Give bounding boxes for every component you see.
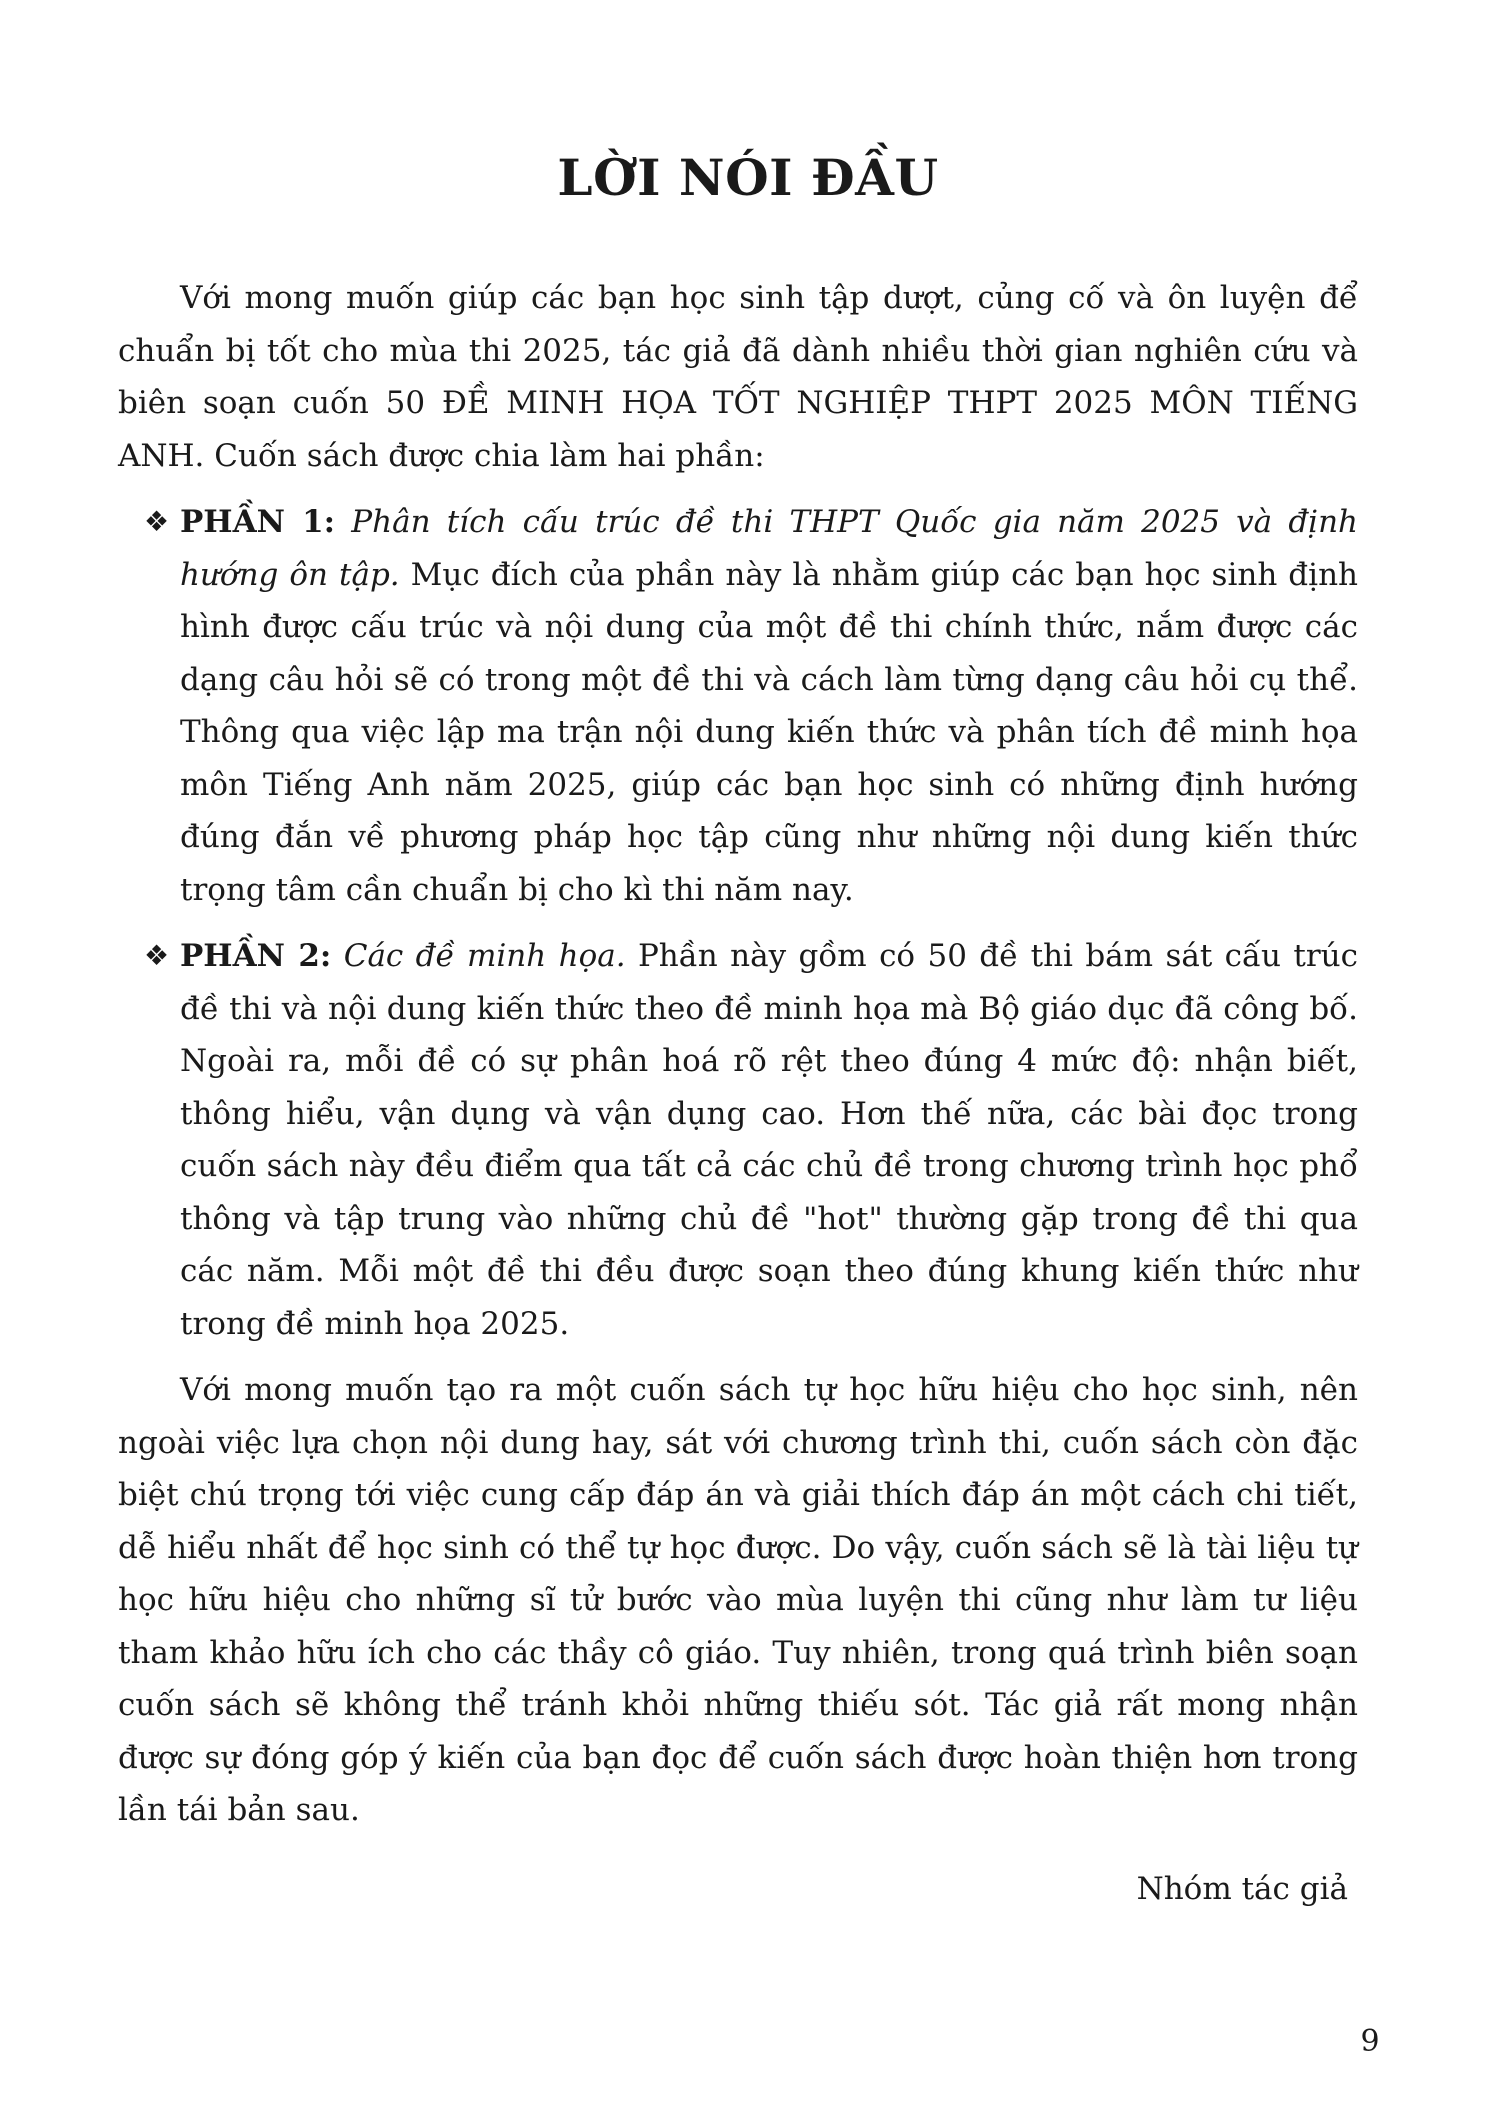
- intro-paragraph: Với mong muốn giúp các bạn học sinh tập dượt, củng cố và ôn luyện để chuẩn bị tốt cho mùa thi 2025, tác giả đã dành nhiều thời gian nghiên cứu và biên soạn cuốn 50 ĐỀ MINH HỌA TỐT NGHIỆP THPT 2025 MÔN TIẾNG ANH. Cuốn sách được chia làm hai phần:: [118, 280, 1358, 474]
- part-2-heading: Các đề minh họa.: [343, 938, 626, 974]
- page-number: 9: [1360, 2024, 1380, 2059]
- body-content: [118, 272, 1358, 1915]
- part-2-label: PHẦN 2:: [180, 938, 332, 974]
- diamond-bullet-icon: ❖: [144, 939, 170, 972]
- author-signature: Nhóm tác giả: [1136, 1870, 1348, 1907]
- page-title: LỜI NÓI ĐẦU: [557, 148, 939, 207]
- part-2-text: Phần này gồm có 50 đề thi bám sát cấu trúc đề thi và nội dung kiến thức theo đề minh họa mà Bộ giáo dục đã công bố. Ngoài ra, mỗi đề có sự phân hoá rõ rệt theo đúng 4 mức độ: nhận biết, thông hiểu, vận dụng và vận dụng cao. Hơn thế nữa, các bài đọc trong cuốn sách này đều điểm qua tất cả các chủ đề trong chương trình học phổ thông và tập trung vào những chủ đề "hot" thường gặp trong đề thi qua các năm. Mỗi một đề thi đều được soạn theo đúng khung kiến thức như trong đề minh họa 2025.: [180, 938, 1358, 1342]
- diamond-bullet-icon: ❖: [144, 505, 170, 538]
- part-2-item: [118, 930, 1358, 1350]
- closing-paragraph: Với mong muốn tạo ra một cuốn sách tự học hữu hiệu cho học sinh, nên ngoài việc lựa chọn nội dung hay, sát với chương trình thi, cuốn sách còn đặc biệt chú trọng tới việc cung cấp đáp án và giải thích đáp án một cách chi tiết, dễ hiểu nhất để học sinh có thể tự học được. Do vậy, cuốn sách sẽ là tài liệu tự học hữu hiệu cho những sĩ tử bước vào mùa luyện thi cũng như làm tư liệu tham khảo hữu ích cho các thầy cô giáo. Tuy nhiên, trong quá trình biên soạn cuốn sách sẽ không thể tránh khỏi những thiếu sót. Tác giả rất mong nhận được sự đóng góp ý kiến của bạn đọc để cuốn sách được hoàn thiện hơn trong lần tái bản sau.: [118, 1372, 1358, 1828]
- part-1-heading: Phân tích cấu trúc đề thi THPT Quốc gia năm 2025 và định hướng ôn tập.: [180, 504, 1359, 593]
- part-1-label: PHẦN 1:: [180, 504, 336, 540]
- part-1-item: [118, 496, 1358, 916]
- part-1-text: Mục đích của phần này là nhằm giúp các bạn học sinh định hình được cấu trúc và nội dung của một đề thi chính thức, nắm được các dạng câu hỏi sẽ có trong một đề thi và cách làm từng dạng câu hỏi cụ thể. Thông qua việc lập ma trận nội dung kiến thức và phân tích đề minh họa môn Tiếng Anh năm 2025, giúp các bạn học sinh có những định hướng đúng đắn về phương pháp học tập cũng như những nội dung kiến thức trọng tâm cần chuẩn bị cho kì thi năm nay.: [180, 556, 1358, 908]
